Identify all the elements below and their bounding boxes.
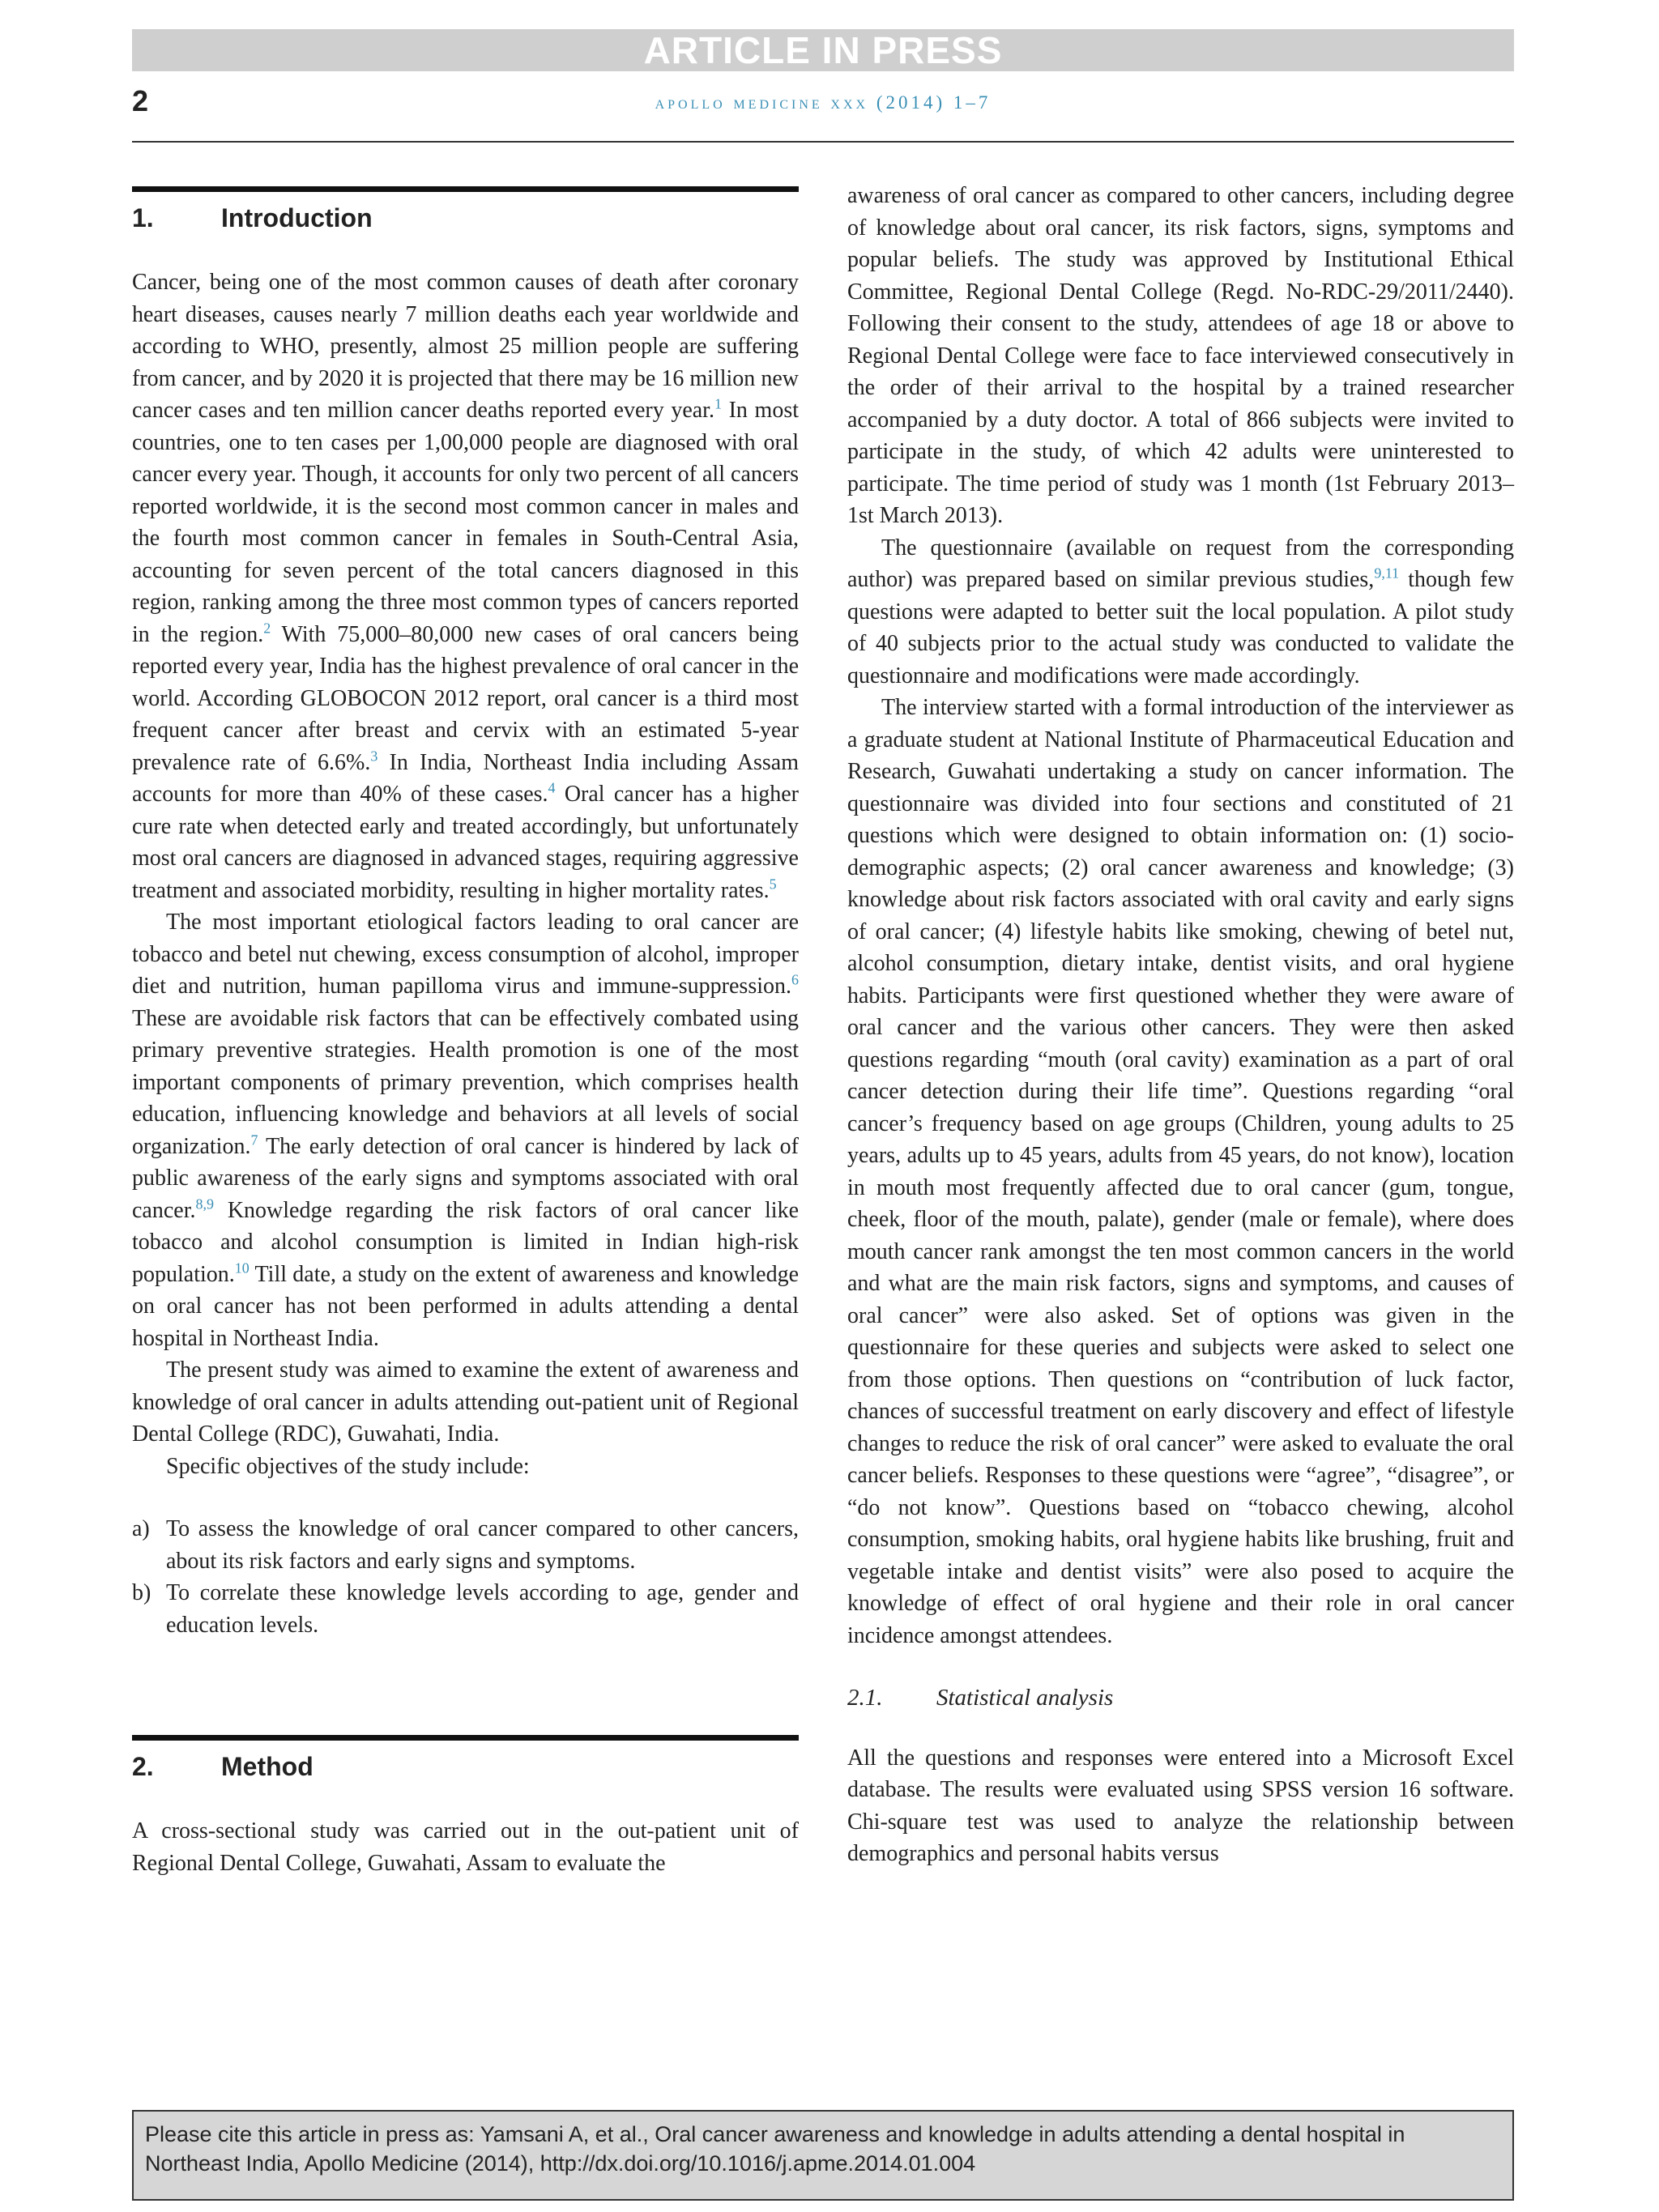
text-run: With 75,000–80,000 new cases of oral cancers being reported every year, India has the highest prevalence of oral cancer in the world. According GLOBOCON 2012 report, oral cancer is a third most frequent cancer after breast and cervix with an estimated 5-year prevalence rate of 6.6%. — [132, 621, 799, 775]
journal-header: apollo medicine xxx (2014) 1–7 — [655, 92, 992, 113]
text-run: In most countries, one to ten cases per 1,00,000 people are diagnosed with oral cancer every year. Though, it accounts for only two percent of all cancers reported worldwide, it is the second most common cancer in males and the fourth most common cancer in females in South-Central Asia, accounting for seven percent of the total cancers diagnosed in this region, ranking among the three most common types of cancers reported in the region. — [132, 398, 800, 647]
list-text: To assess the knowledge of oral cancer compared to other cancers, about its risk factors and early signs and symptoms. — [166, 1516, 799, 1574]
subsection-number: 2.1. — [847, 1685, 883, 1711]
paragraph — [132, 266, 799, 906]
reference-link[interactable]: 6 — [791, 971, 799, 988]
reference-link[interactable]: 4 — [548, 779, 556, 796]
section-title: Introduction — [221, 203, 373, 232]
paragraph: The interview started with a formal introduction of the interviewer as a graduate student at National Institute of Pharmaceutical Education and Research, Guwahati undertaking a study on cancer information. The questionnaire was divided into four sections and constituted of 21 questions which were designed to obtain information on: (1) socio-demographic aspects; (2) oral cancer awareness and knowledge; (3) knowledge about risk factors associated with oral cavity and early signs of oral cancer; (4) lifestyle habits like smoking, chewing of betel nut, alcohol consumption, dietary intake, dentist visits, and oral hygiene habits. Participants were first questioned whether they were aware of oral cancer and the various other cancers. They were then asked questions regarding “mouth (oral cavity) examination as a part of oral cancer detection during their life time”. Questions regarding “oral cancer’s frequency based on age groups (Children, young adults to 25 years, adults up to 45 years, adults from 45 years, do not know), location in mouth most frequently affected due to oral cancer (gum, tongue, cheek, floor of the mouth, palate), gender (male or female), where does mouth cancer rank amongst the ten most common cancers in the world and what are the main risk factors, signs and symptoms, and causes of oral cancer” were also asked. Set of options was given in the questionnaire for these queries and subjects were asked to select one from those options. Then questions on “contribution of luck factor, chances of successful treatment on early discovery and effect of lifestyle changes to reduce the risk of oral cancer” were asked to evaluate the oral cancer beliefs. Responses to these questions were “agree”, “disagree”, or “do not know”. Questions based on “tobacco chewing, alcohol consumption, smoking habits, oral hygiene habits like brushing, fruit and vegetable intake and dentist visits” were also posed to acquire the knowledge of effect of oral hygiene and their role in oral cancer incidence amongst attendees. — [847, 695, 1514, 1648]
text-run: Oral cancer has a higher cure rate when detected early and treated accordingly, but unfortunately most oral cancers are diagnosed in advanced stages, requiring aggressive treatment and associated morbidity, resulting in higher mortality rates. — [132, 782, 799, 903]
list-item — [132, 1577, 799, 1641]
text-run: The most important etiological factors leading to oral cancer are tobacco and betel nut chewing, excess consumption of alcohol, improper diet and nutrition, human papilloma virus and immune-suppression. — [132, 910, 799, 999]
paragraph: Specific objectives of the study include: — [166, 1453, 530, 1479]
left-column — [132, 180, 799, 1879]
page-number: 2 — [132, 84, 149, 117]
list-text: To correlate these knowledge levels according to age, gender and education levels. — [166, 1580, 799, 1638]
reference-link[interactable]: 9,11 — [1374, 565, 1400, 582]
text-run: In India, Northeast India including Assam accounts for more than 40% of these cases. — [132, 749, 799, 807]
subsection-title: Statistical analysis — [936, 1685, 1114, 1711]
paragraph — [847, 532, 1514, 693]
section-rule — [132, 186, 799, 192]
list-label: b) — [132, 1580, 151, 1605]
reference-link[interactable]: 5 — [769, 876, 777, 893]
reference-link[interactable]: 1 — [714, 395, 722, 412]
section-number: 2. — [132, 1752, 154, 1781]
list-item — [132, 1513, 799, 1577]
subsection-heading-statistical-analysis — [847, 1682, 1514, 1715]
citation-box: Please cite this article in press as: Yamsani A, et al., Oral cancer awareness and knowledge in adults attending a dental hospital in Northeast India, Apollo Medicine (2014), http://dx.doi.org/10.1016/j.apme.2014.01.004 — [132, 2110, 1514, 2201]
reference-link[interactable]: 3 — [370, 748, 378, 765]
paragraph: awareness of oral cancer as compared to other cancers, including degree of knowledge about oral cancer, its risk factors, signs, symptoms and popular beliefs. The study was approved by Institutional Ethical Committee, Regional Dental College (Regd. No-RDC-29/2011/2440). Following their consent to the study, attendees of age 18 or above to Regional Dental College were face to face interviewed consecutively in the order of their arrival to the hospital by a trained researcher accompanied by a duty doctor. A total of 866 subjects were invited to participate in the study, of which 42 adults were uninterested to participate. The time period of study was 1 month (1st February 2013–1st March 2013). — [847, 183, 1514, 528]
paragraph — [132, 906, 799, 1354]
section-number: 1. — [132, 203, 154, 232]
text-run: Cancer, being one of the most common causes of death after coronary heart diseases, causes nearly 7 million deaths each year worldwide and according to WHO, presently, almost 25 million people are suffering from cancer, and by 2020 it is projected that there may be 16 million new cancer cases and ten million cancer deaths reported every year. — [132, 270, 799, 423]
paragraph: All the questions and responses were entered into a Microsoft Excel database. The results were evaluated using SPSS version 16 software. Chi-square test was used to analyze the relationship between demographics and personal habits versus — [847, 1745, 1514, 1866]
reference-link[interactable]: 2 — [263, 620, 271, 637]
reference-link[interactable]: 7 — [250, 1132, 258, 1149]
reference-link[interactable]: 8,9 — [195, 1196, 214, 1213]
objectives-list — [132, 1513, 799, 1641]
section-title: Method — [221, 1752, 313, 1781]
section-rule — [132, 1735, 799, 1741]
text-run: The questionnaire (available on request from the corresponding author) was prepared based on similar previous studies, — [847, 535, 1514, 592]
header-rule — [132, 141, 1514, 143]
section-heading-introduction — [132, 200, 799, 236]
article-in-press-banner: ARTICLE IN PRESS — [132, 29, 1514, 71]
right-column — [847, 180, 1514, 1870]
text-run: Knowledge regarding the risk factors of oral cancer like tobacco and alcohol consumption is limited in Indian high-risk population. — [132, 1197, 799, 1287]
section-heading-method — [132, 1749, 799, 1784]
paragraph: The present study was aimed to examine the extent of awareness and knowledge of oral cancer in adults attending out-patient unit of Regional Dental College (RDC), Guwahati, India. — [132, 1357, 799, 1447]
text-run: though few questions were adapted to better suit the local population. A pilot study of 40 subjects prior to the actual study was conducted to validate the questionnaire and modifications were made accordingly. — [847, 567, 1514, 688]
text-run: The early detection of oral cancer is hindered by lack of public awareness of the early signs and symptoms associated with oral cancer. — [132, 1133, 799, 1223]
text-run: Till date, a study on the extent of awareness and knowledge on oral cancer has not been performed in adults attending a dental hospital in Northeast India. — [132, 1261, 799, 1351]
paragraph: A cross-sectional study was carried out in the out-patient unit of Regional Dental College, Guwahati, Assam to evaluate the — [132, 1818, 799, 1876]
reference-link[interactable]: 10 — [234, 1259, 249, 1276]
text-run: These are avoidable risk factors that can be effectively combated using primary preventive strategies. Health promotion is one of the most important components of primary prevention, which comprises health education, influencing knowledge and behaviors at all levels of social organization. — [132, 1005, 799, 1159]
list-label: a) — [132, 1516, 150, 1541]
